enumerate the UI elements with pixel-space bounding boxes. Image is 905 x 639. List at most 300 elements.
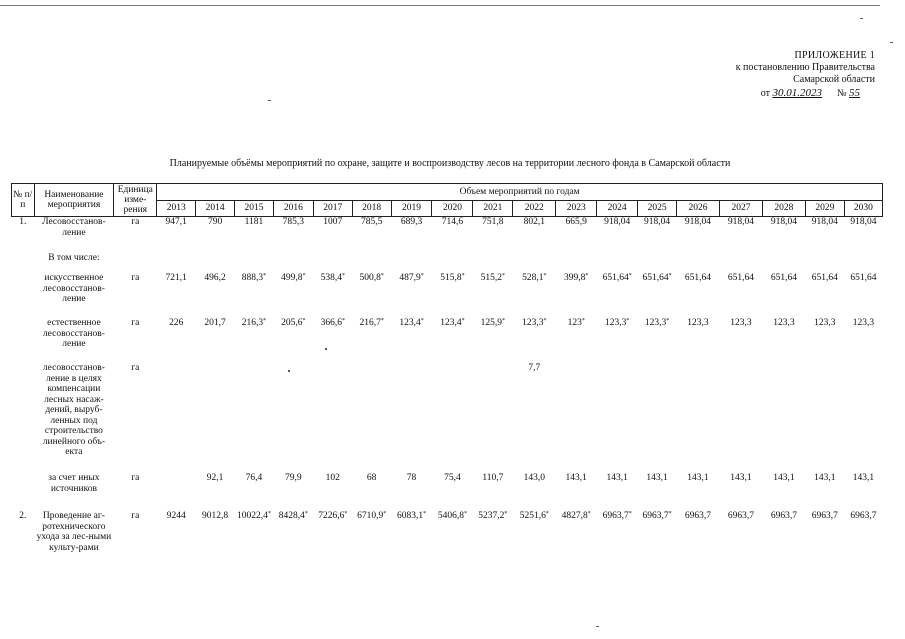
value-cell: [805, 318, 844, 363]
footnote-star: *: [461, 318, 465, 324]
header-year: 2028: [762, 200, 805, 217]
appendix-line-1: к постановлению Правительства: [735, 62, 875, 73]
row-name: за счет иных источников: [48, 473, 100, 494]
value-text: 651,64: [850, 273, 877, 283]
value-cell: [719, 511, 762, 571]
value-text: 143,0: [523, 473, 545, 483]
appendix-block: [695, 50, 875, 100]
value-cell: [805, 363, 844, 473]
value-cell: [556, 273, 597, 318]
value-text: 123,3: [730, 318, 752, 328]
table-row: [12, 273, 883, 318]
header-year: 2013: [157, 200, 196, 217]
value-text: 9244: [166, 511, 186, 521]
value-cell: [157, 511, 196, 571]
value-cell: [762, 473, 805, 511]
value-cell: [805, 273, 844, 318]
value-text: 143,1: [606, 473, 628, 483]
value-text: 785,3: [282, 217, 305, 227]
handwritten-number: 55: [849, 87, 860, 99]
value-text: 143,1: [730, 473, 752, 483]
footnote-star: *: [380, 318, 384, 324]
value-cell: [597, 273, 638, 318]
header-year: 2029: [805, 200, 844, 217]
value-cell: [391, 273, 432, 318]
value-cell: [313, 273, 352, 318]
value-cell: [313, 473, 352, 511]
row-name: искусственное лесовосстанов-ление: [42, 273, 105, 304]
value-text: 123,3: [604, 318, 627, 328]
value-text: 78: [406, 473, 417, 483]
value-cell: [196, 273, 235, 318]
row-number: 2.: [19, 511, 27, 521]
row-name: Проведение аг-ротехнического ухода за лес-ными культу-рами: [36, 511, 112, 553]
value-text: 123,3: [773, 318, 795, 328]
value-text: 143,1: [773, 473, 795, 483]
value-cell: [677, 363, 720, 473]
value-text: 102: [325, 473, 340, 483]
value-cell: [762, 217, 805, 254]
footnote-star: *: [341, 273, 345, 279]
value-text: 751,8: [482, 217, 504, 227]
value-text: 5237,2: [478, 511, 505, 521]
value-cell: [391, 473, 432, 511]
value-text: 6963,7: [770, 511, 797, 521]
value-cell: [844, 217, 882, 254]
header-volume: Объем мероприятий по годам: [157, 184, 883, 201]
value-cell: [677, 217, 720, 254]
header-year: 2030: [844, 200, 882, 217]
value-cell: [391, 253, 432, 273]
value-cell: [473, 217, 513, 254]
value-cell: [719, 253, 762, 273]
value-cell: [844, 253, 882, 273]
row-number: [12, 473, 35, 511]
value-cell: [844, 511, 882, 571]
value-cell: [597, 473, 638, 511]
footnote-star: *: [302, 273, 306, 279]
footnote-star: *: [668, 511, 672, 517]
value-cell: [235, 363, 274, 473]
value-cell: [432, 511, 473, 571]
header-year: 2020: [432, 200, 473, 217]
value-text: 651,64: [727, 273, 755, 283]
value-cell: [235, 217, 274, 254]
row-unit: [114, 253, 157, 273]
value-cell: [513, 318, 556, 363]
value-text: 888,3: [241, 273, 264, 283]
value-cell: [597, 511, 638, 571]
scan-speck: [890, 42, 893, 43]
value-cell: [638, 273, 677, 318]
value-text: 399,8: [564, 273, 586, 283]
value-text: 1007: [323, 217, 343, 227]
value-cell: [273, 273, 313, 318]
footnote-star: *: [464, 511, 467, 517]
scan-speck: [860, 18, 863, 19]
value-cell: [196, 363, 235, 473]
value-text: 499,8: [281, 273, 303, 283]
value-cell: [513, 273, 556, 318]
value-text: 528,1: [522, 273, 544, 283]
value-cell: [352, 318, 391, 363]
header-year: 2022: [513, 200, 556, 217]
value-text: 689,3: [400, 217, 423, 227]
footnote-star: *: [302, 318, 306, 324]
value-cell: [235, 273, 274, 318]
table-row: [12, 511, 883, 571]
header-year: 2015: [235, 200, 274, 217]
value-text: 918,04: [727, 217, 755, 227]
value-cell: [719, 217, 762, 254]
value-cell: [597, 217, 638, 254]
footnote-star: *: [304, 511, 308, 517]
value-text: 6963,7: [811, 511, 838, 521]
row-unit: га: [131, 273, 140, 283]
value-cell: [677, 318, 720, 363]
value-text: 6963,7: [850, 511, 877, 521]
header-year: 2025: [638, 200, 677, 217]
header-year: 2027: [719, 200, 762, 217]
value-text: 123,3: [522, 318, 544, 328]
value-cell: [432, 318, 473, 363]
table-body: [12, 217, 883, 572]
value-cell: [196, 318, 235, 363]
value-cell: [638, 318, 677, 363]
value-text: 123,3: [644, 318, 667, 328]
value-text: 123: [567, 318, 582, 328]
value-text: 918,04: [684, 217, 712, 227]
value-cell: [273, 217, 313, 254]
value-cell: [719, 318, 762, 363]
value-text: 143,1: [687, 473, 709, 483]
value-cell: [352, 511, 391, 571]
value-text: 366,6: [320, 318, 342, 328]
value-cell: [513, 511, 556, 571]
footnote-star: *: [344, 511, 348, 517]
row-unit: га: [131, 473, 140, 483]
header-num: № п/п: [12, 184, 35, 217]
value-text: 7,7: [528, 363, 541, 373]
value-text: 216,7: [359, 318, 381, 328]
value-cell: [273, 363, 313, 473]
value-text: 7226,6: [318, 511, 345, 521]
value-text: 515,2: [480, 273, 503, 283]
value-text: 947,1: [165, 217, 187, 227]
value-cell: [273, 511, 313, 571]
value-cell: [473, 253, 513, 273]
value-cell: [597, 253, 638, 273]
value-cell: [677, 253, 720, 273]
footnote-star: *: [626, 318, 630, 324]
header-year: 2018: [352, 200, 391, 217]
value-cell: [313, 253, 352, 273]
value-text: 651,64: [770, 273, 797, 283]
appendix-date-line: [695, 87, 875, 100]
value-cell: [352, 253, 391, 273]
value-cell: [473, 473, 513, 511]
value-cell: [556, 318, 597, 363]
value-cell: [556, 363, 597, 473]
value-text: 538,4: [320, 273, 342, 283]
scan-speck: [596, 626, 599, 627]
row-name: Лесовосстанов-ление: [42, 217, 106, 238]
value-cell: [313, 511, 352, 571]
value-cell: [762, 253, 805, 273]
table-row: [12, 217, 883, 254]
row-number: [12, 253, 35, 273]
value-cell: [352, 217, 391, 254]
value-cell: [844, 273, 882, 318]
row-unit: га: [131, 511, 140, 521]
value-text: 918,04: [811, 217, 838, 227]
header-year: 2026: [677, 200, 720, 217]
row-unit: га: [131, 363, 140, 373]
value-cell: [352, 273, 391, 318]
value-text: 143,1: [565, 473, 587, 483]
row-number: [12, 273, 35, 318]
value-text: 92,1: [206, 473, 224, 483]
value-cell: [391, 363, 432, 473]
value-text: 785,5: [360, 217, 383, 227]
value-cell: [597, 318, 638, 363]
appendix-line-2: Самарской области: [793, 74, 875, 85]
value-cell: [638, 253, 677, 273]
footnote-star: *: [423, 511, 427, 517]
value-text: 123,3: [852, 318, 875, 328]
value-cell: [513, 253, 556, 273]
footnote-star: *: [383, 511, 387, 517]
footnote-star: *: [581, 318, 585, 324]
value-text: 8428,4: [278, 511, 305, 521]
value-text: 496,2: [204, 273, 226, 283]
footnote-star: *: [461, 273, 465, 279]
value-cell: [157, 473, 196, 511]
value-text: 918,04: [850, 217, 877, 227]
table-row: [12, 473, 883, 511]
scan-speck: [288, 370, 290, 372]
value-cell: [432, 473, 473, 511]
value-text: 9012,8: [202, 511, 229, 521]
footnote-star: *: [380, 273, 384, 279]
value-text: 201,7: [204, 318, 226, 328]
footnote-star: *: [263, 273, 267, 279]
header-year: 2014: [196, 200, 235, 217]
value-cell: [157, 217, 196, 254]
header-year: 2016: [273, 200, 313, 217]
value-text: 10022,4: [237, 511, 268, 521]
header-year: 2019: [391, 200, 432, 217]
value-cell: [844, 473, 882, 511]
footnote-star: *: [628, 273, 632, 279]
value-text: 143,1: [814, 473, 836, 483]
value-text: 205,6: [281, 318, 303, 328]
value-cell: [235, 473, 274, 511]
row-name: В том числе:: [48, 253, 100, 263]
value-cell: [196, 217, 235, 254]
value-text: 125,9: [480, 318, 503, 328]
row-unit: га: [131, 217, 140, 227]
value-text: 123,3: [687, 318, 709, 328]
value-text: 651,64: [602, 273, 629, 283]
value-cell: [719, 363, 762, 473]
value-cell: [473, 511, 513, 571]
footnote-star: *: [504, 511, 508, 517]
value-cell: [196, 511, 235, 571]
footnote-star: *: [545, 511, 549, 517]
footnote-star: *: [628, 511, 632, 517]
value-text: 918,04: [644, 217, 671, 227]
footnote-star: *: [587, 511, 591, 517]
footnote-star: *: [502, 273, 506, 279]
value-cell: [513, 217, 556, 254]
footnote-star: *: [267, 511, 271, 517]
value-text: 721,1: [165, 273, 187, 283]
value-text: 6083,1: [396, 511, 424, 521]
value-text: 110,7: [482, 473, 504, 483]
value-cell: [391, 318, 432, 363]
value-text: 790: [207, 217, 223, 227]
value-cell: [432, 253, 473, 273]
value-text: 68: [366, 473, 377, 483]
value-cell: [196, 253, 235, 273]
value-cell: [762, 363, 805, 473]
table-row: [12, 363, 883, 473]
row-name: естественное лесовосстанов-ление: [42, 318, 105, 349]
value-cell: [719, 273, 762, 318]
footnote-star: *: [420, 318, 424, 324]
value-cell: [638, 363, 677, 473]
value-cell: [513, 473, 556, 511]
value-text: 4827,8: [561, 511, 588, 521]
value-cell: [844, 363, 882, 473]
value-text: 75,4: [444, 473, 461, 483]
header-year: 2021: [473, 200, 513, 217]
row-name: лесовосстанов-ление в целях компенсации лесных насаж-дений, выруб-ленных под строительство линейного объ-екта: [42, 363, 106, 457]
value-text: 500,8: [359, 273, 381, 283]
value-cell: [157, 253, 196, 273]
row-number: [12, 363, 35, 473]
value-cell: [273, 318, 313, 363]
value-cell: [157, 273, 196, 318]
header-unit: Единица изме-рения: [114, 184, 157, 217]
value-text: 123,4: [399, 318, 421, 328]
row-number: [12, 318, 35, 363]
measures-table: [11, 183, 883, 571]
value-cell: [762, 318, 805, 363]
value-text: 665,9: [565, 217, 587, 227]
number-prefix: №: [836, 88, 847, 99]
value-text: 1181: [244, 217, 264, 227]
value-text: 143,1: [646, 473, 668, 483]
value-text: 143,1: [852, 473, 875, 483]
value-cell: [677, 273, 720, 318]
value-text: 123,4: [440, 318, 462, 328]
value-text: 5406,8: [437, 511, 464, 521]
footnote-star: *: [585, 273, 589, 279]
value-text: 714,6: [441, 217, 464, 227]
value-cell: [556, 217, 597, 254]
value-cell: [805, 217, 844, 254]
value-cell: [391, 511, 432, 571]
footnote-star: *: [420, 273, 424, 279]
top-scan-line: [0, 5, 880, 6]
value-cell: [235, 318, 274, 363]
table-row: [12, 253, 883, 273]
value-cell: [638, 511, 677, 571]
value-cell: [352, 473, 391, 511]
value-text: 6710,9: [357, 511, 384, 521]
value-text: 226: [169, 318, 184, 328]
value-cell: [313, 363, 352, 473]
header-name: Наименование мероприятия: [34, 184, 114, 217]
footnote-star: *: [502, 318, 506, 324]
value-cell: [805, 473, 844, 511]
value-cell: [473, 363, 513, 473]
value-text: 802,1: [523, 217, 545, 227]
value-text: 918,04: [604, 217, 631, 227]
value-text: 76,4: [245, 473, 263, 483]
scan-speck: [268, 100, 271, 101]
date-prefix: от: [760, 88, 770, 99]
footnote-star: *: [668, 273, 672, 279]
value-cell: [391, 217, 432, 254]
value-cell: [805, 253, 844, 273]
value-cell: [432, 363, 473, 473]
value-cell: [313, 217, 352, 254]
value-cell: [432, 273, 473, 318]
handwritten-date: 30.01.2023: [772, 87, 822, 99]
value-text: 918,04: [770, 217, 797, 227]
value-text: 6963,7: [642, 511, 669, 521]
value-text: 5251,6: [519, 511, 546, 521]
value-text: 651,64: [642, 273, 669, 283]
row-number: 1.: [19, 217, 27, 227]
table-row: [12, 318, 883, 363]
value-text: 651,64: [684, 273, 712, 283]
value-cell: [432, 217, 473, 254]
scan-speck: [325, 348, 327, 350]
value-text: 6963,7: [602, 511, 629, 521]
footnote-star: *: [543, 318, 547, 324]
value-cell: [352, 363, 391, 473]
footnote-star: *: [543, 273, 547, 279]
value-cell: [638, 473, 677, 511]
value-cell: [313, 318, 352, 363]
value-cell: [762, 273, 805, 318]
footnote-star: *: [666, 318, 670, 324]
value-cell: [597, 363, 638, 473]
header-year: 2017: [313, 200, 352, 217]
value-text: 79,9: [285, 473, 302, 483]
value-cell: [805, 511, 844, 571]
value-cell: [235, 253, 274, 273]
value-cell: [719, 473, 762, 511]
value-cell: [273, 473, 313, 511]
value-cell: [762, 511, 805, 571]
value-cell: [556, 473, 597, 511]
value-text: 216,3: [241, 318, 264, 328]
value-text: 515,8: [440, 273, 462, 283]
row-unit: га: [131, 318, 140, 328]
value-text: 651,64: [811, 273, 838, 283]
footnote-star: *: [263, 318, 267, 324]
value-cell: [844, 318, 882, 363]
value-cell: [473, 273, 513, 318]
value-cell: [556, 253, 597, 273]
header-year: 2023: [556, 200, 597, 217]
value-text: 6963,7: [727, 511, 755, 521]
